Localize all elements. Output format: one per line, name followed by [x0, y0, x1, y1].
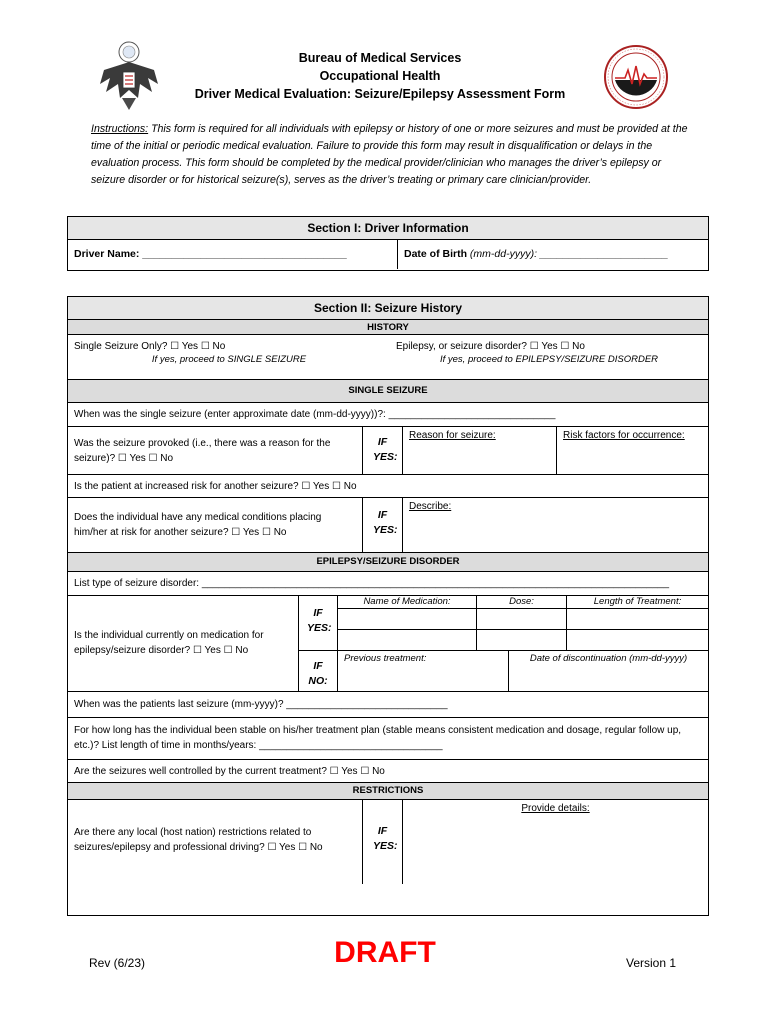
dose-cell[interactable]	[476, 630, 566, 650]
medication-question[interactable]: Is the individual currently on medication for epilepsy/seizure disorder? ☐ Yes ☐ No	[74, 630, 264, 656]
last-seizure-field[interactable]: When was the patients last seizure (mm-yyyy)? _____________________________	[74, 699, 448, 710]
length-of-treatment-header: Length of Treatment:	[566, 596, 708, 608]
section2-title: Section II: Seizure History	[68, 297, 708, 319]
department-seal-icon	[96, 40, 162, 112]
risk-factors-label: Risk factors for occurrence:	[563, 430, 685, 441]
single-seizure-note: If yes, proceed to SINGLE SEIZURE	[151, 354, 307, 365]
increased-risk-question[interactable]: Is the patient at increased risk for another seizure? ☐ Yes ☐ No	[74, 481, 357, 492]
if-yes-label: IF YES:	[362, 427, 402, 474]
discontinuation-label: Date of discontinuation (mm-dd-yyyy)	[529, 653, 688, 664]
date-of-birth-field[interactable]	[397, 240, 708, 269]
dob-label: Date of Birth	[404, 248, 470, 260]
dose-cell[interactable]	[476, 609, 566, 629]
single-seizure-question[interactable]: Single Seizure Only? ☐ Yes ☐ No	[74, 341, 226, 352]
draft-watermark: DRAFT	[334, 936, 436, 969]
medical-conditions-question[interactable]: Does the individual have any medical conditions placing him/her at risk for another seizure? ☐ Yes ☐ No	[74, 512, 322, 538]
reason-for-seizure-label: Reason for seizure:	[409, 430, 496, 441]
stability-question[interactable]: For how long has the individual been stable on his/her treatment plan (stable means consistent medication and dosage, regular follow up, etc.)? List length of time in months/years: _________________________________	[74, 725, 682, 751]
epilepsy-disorder-header: EPILEPSY/SEIZURE DISORDER	[68, 553, 708, 572]
previous-treatment-label: Previous treatment:	[344, 653, 427, 664]
epilepsy-question[interactable]: Epilepsy, or seizure disorder? ☐ Yes ☐ No	[396, 341, 585, 352]
section-driver-information	[67, 216, 709, 271]
seizure-type-field[interactable]: List type of seizure disorder: ____________________________________________________________________________________	[74, 578, 670, 589]
bureau-title: Bureau of Medical Services	[298, 51, 462, 65]
driver-name-field[interactable]: Driver Name: ___________________________________	[74, 248, 347, 260]
discontinuation-date-field[interactable]	[508, 651, 708, 691]
instructions	[91, 121, 691, 189]
single-seizure-date-field[interactable]: When was the single seizure (enter approximate date (mm-dd-yyyy))?: ______________________________	[74, 409, 556, 420]
provide-details-label: Provide details:	[521, 803, 590, 814]
if-yes-label: IF YES:	[307, 607, 332, 634]
restrictions-header: RESTRICTIONS	[68, 783, 708, 800]
single-seizure-header: SINGLE SEIZURE	[68, 380, 708, 403]
dob-hint: (mm-dd-yyyy): ______________________	[469, 248, 669, 260]
revision-label: Rev (6/23)	[89, 956, 146, 970]
instructions-text: This form is required for all individuals with epilepsy or history of one or more seizures and must be provided at the time of the initial or periodic medical evaluation. Failure to provide this form may result in disqualification or delays in the evaluation process. This form should be completed by the medical provider/clinician who manages the driver’s epilepsy or seizure disorder or for historical seizure(s), serves as the driver’s treating or primary care clinician/provider.	[91, 123, 688, 186]
if-yes-label: IF YES:	[362, 498, 402, 552]
form-header	[160, 49, 600, 103]
length-cell[interactable]	[566, 609, 708, 629]
describe-label: Describe:	[409, 501, 452, 512]
previous-treatment-field[interactable]	[337, 651, 508, 691]
seizures-controlled-question[interactable]: Are the seizures well controlled by the current treatment? ☐ Yes ☐ No	[74, 766, 385, 777]
version-label: Version 1	[626, 956, 677, 970]
length-cell[interactable]	[566, 630, 708, 650]
history-header: HISTORY	[68, 319, 708, 335]
section-seizure-history	[67, 296, 709, 916]
section1-title: Section I: Driver Information	[68, 217, 708, 240]
if-yes-label: IF YES:	[362, 800, 402, 884]
form-title: Driver Medical Evaluation: Seizure/Epilepsy Assessment Form	[194, 87, 566, 101]
if-no-label: IF NO:	[308, 660, 328, 687]
medical-services-seal-icon	[603, 44, 669, 110]
epilepsy-note: If yes, proceed to EPILEPSY/SEIZURE DISORDER	[439, 354, 659, 365]
medication-name-header: Name of Medication:	[363, 596, 451, 607]
instructions-label: Instructions:	[91, 123, 149, 135]
dose-header: Dose:	[476, 596, 566, 608]
provoked-question[interactable]: Was the seizure provoked (i.e., there was a reason for the seizure)? ☐ Yes ☐ No	[74, 438, 331, 464]
restrictions-details-field[interactable]	[402, 800, 708, 884]
medication-name-cell[interactable]	[338, 609, 476, 629]
department-title: Occupational Health	[319, 69, 441, 83]
restrictions-question[interactable]: Are there any local (host nation) restrictions related to seizures/epilepsy and professional driving? ☐ Yes ☐ No	[74, 827, 323, 853]
medication-name-cell[interactable]	[338, 630, 476, 650]
